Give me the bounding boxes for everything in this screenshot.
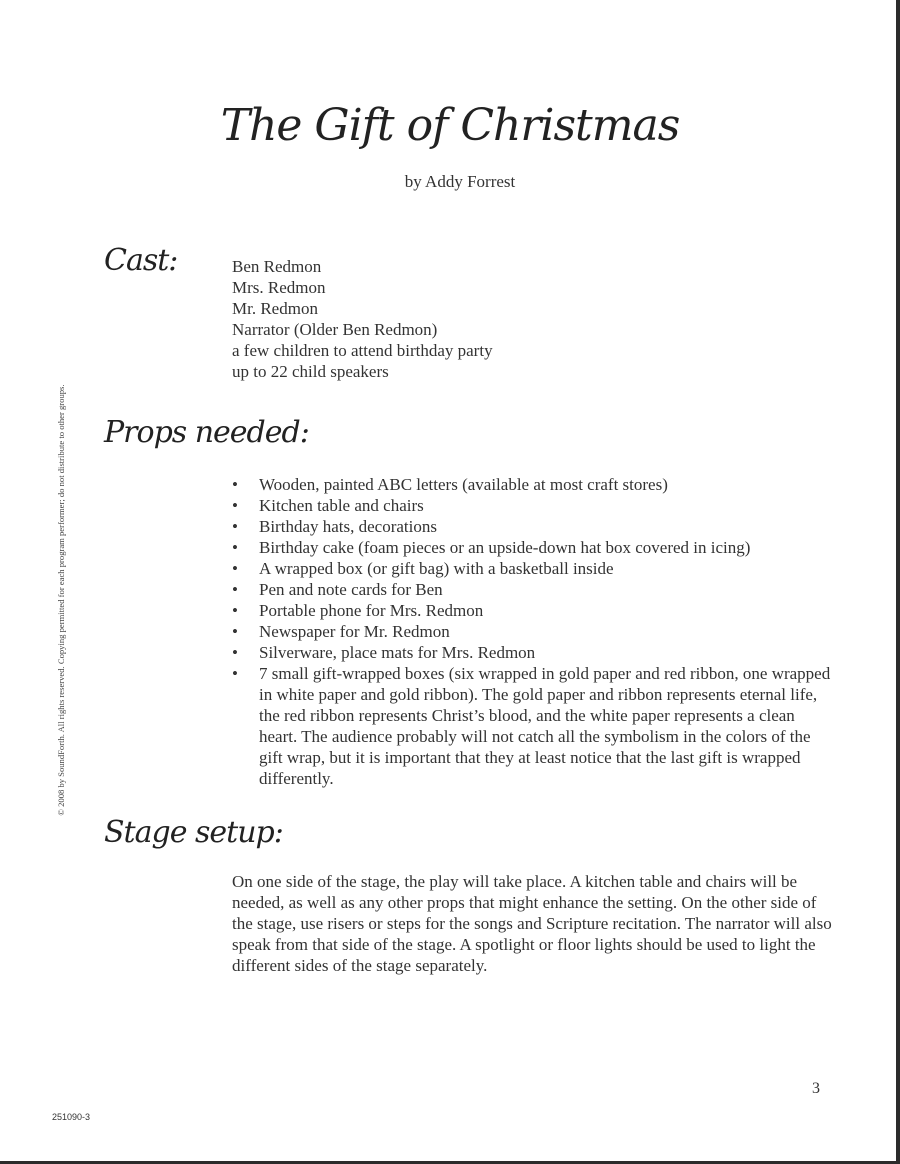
- page-title: The Gift of Christmas: [220, 100, 680, 151]
- product-code: 251090-3: [52, 1112, 91, 1122]
- stage-setup-text: On one side of the stage, the play will take place. A kitchen table and chairs will be needed, as well as any other props that might enhance the setting. On the other side of the stage, use risers or steps for the songs and Scripture recitation. The narrator will also speak from that side of the stage. A spotlight or floor lights should be used to light the different sides of the stage separately.: [232, 872, 832, 975]
- bullet-icon: •: [232, 622, 238, 641]
- stage-setup-heading: Stage setup:: [104, 815, 283, 850]
- props-item-text: Newspaper for Mr. Redmon: [259, 622, 450, 641]
- props-item-text: Wooden, painted ABC letters (available at most craft stores): [259, 475, 668, 494]
- props-heading: Props needed:: [104, 415, 309, 450]
- cast-item: Mrs. Redmon: [232, 278, 326, 297]
- cast-list: [232, 256, 493, 382]
- cast-item: a few children to attend birthday party: [232, 341, 493, 360]
- props-item: [232, 516, 832, 537]
- bullet-icon: •: [232, 475, 238, 494]
- props-item: [232, 579, 832, 600]
- bullet-icon: •: [232, 643, 238, 662]
- bullet-icon: •: [232, 664, 238, 683]
- copyright-notice: © 2008 by SoundForth. All rights reserved. Copying permitted for each program performer; do not distribute to other groups.: [56, 384, 66, 816]
- props-item-text: Silverware, place mats for Mrs. Redmon: [259, 643, 536, 662]
- bullet-icon: •: [232, 496, 238, 515]
- props-item: [232, 537, 832, 558]
- props-item: [232, 621, 832, 642]
- page-number: 3: [812, 1080, 820, 1097]
- props-item: [232, 474, 832, 495]
- cast-item: Mr. Redmon: [232, 299, 318, 318]
- bullet-icon: •: [232, 538, 238, 557]
- props-item: [232, 600, 832, 621]
- props-item: [232, 558, 832, 579]
- props-item-text: Pen and note cards for Ben: [259, 580, 443, 599]
- props-item-text: Portable phone for Mrs. Redmon: [259, 601, 484, 620]
- cast-item: up to 22 child speakers: [232, 362, 389, 381]
- bullet-icon: •: [232, 601, 238, 620]
- bullet-icon: •: [232, 559, 238, 578]
- bullet-icon: •: [232, 580, 238, 599]
- author-byline: by Addy Forrest: [404, 172, 516, 191]
- props-item-text: Kitchen table and chairs: [259, 496, 424, 515]
- props-item: [232, 495, 832, 516]
- cast-item: Narrator (Older Ben Redmon): [232, 320, 438, 339]
- props-item: [232, 642, 832, 663]
- cast-item: Ben Redmon: [232, 257, 322, 276]
- props-item: [232, 663, 832, 789]
- props-item-text: Birthday cake (foam pieces or an upside-down hat box covered in icing): [259, 538, 751, 557]
- props-item-text: Birthday hats, decorations: [259, 517, 437, 536]
- cast-heading: Cast:: [104, 243, 178, 278]
- props-item-text: 7 small gift-wrapped boxes (six wrapped in gold paper and red ribbon, one wrapped in white paper and gold ribbon). The gold paper and ribbon represents eternal life, the red ribbon represents Christ’s blood, and the white paper represents a clean heart. The audience probably will not catch all the symbolism in the colors of the gift wrap, but it is important that they at least notice that the last gift is wrapped differently.: [259, 664, 831, 788]
- props-item-text: A wrapped box (or gift bag) with a basketball inside: [259, 559, 614, 578]
- bullet-icon: •: [232, 517, 238, 536]
- props-list: [232, 474, 832, 789]
